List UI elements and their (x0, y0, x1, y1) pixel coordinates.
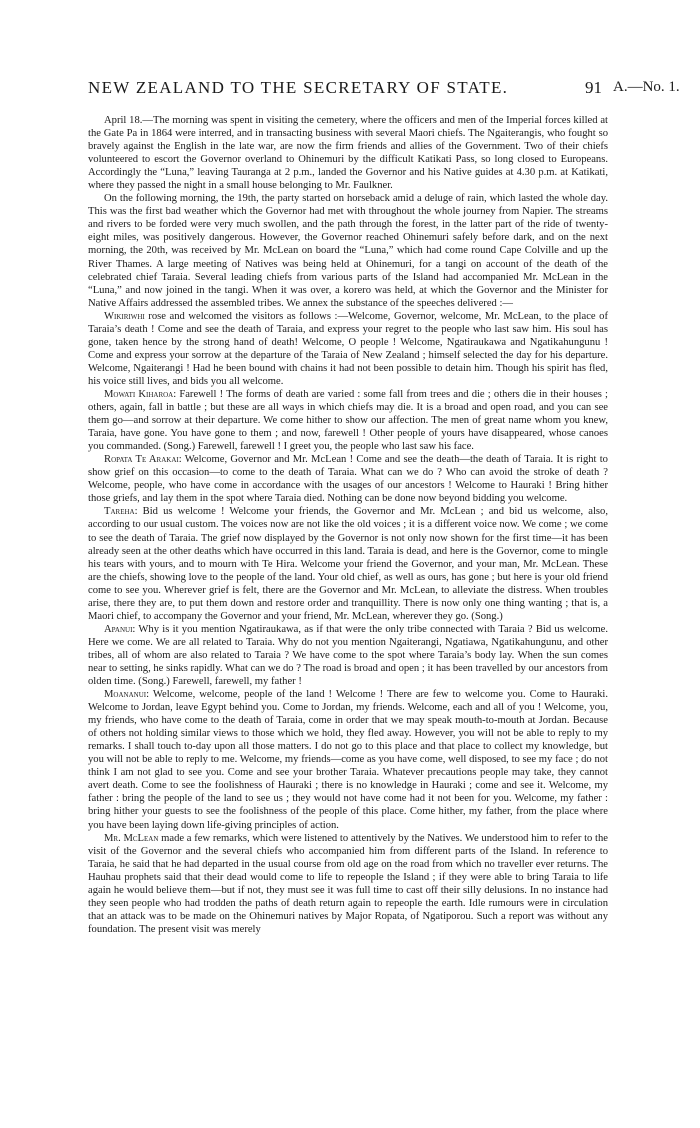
speech-paragraph: Mr. McLean made a few remarks, which were listened to attentively by the Natives. We understood him to refer to the visit of the Governor and the several chiefs who accompanied him from different parts of the Island. In reference to Taraia, he said that he had departed in the usual course from old age on the road from which no traveller ever returns. The Hauhau prophets said that their dead would come to life to repeople the Island ; if they were able to bring Taraia to life again he would believe them—but if not, they must see it was full time to cast off their silly delusions. In no instance had they seen people who had trodden the paths of death return again to repeople the earth. Idle rumours were in circulation that an attack was to be made on the Ohinemuri natives by Major Ropata, of Ngatiporou. Such a report was without any foundation. The present visit was merely (88, 832, 608, 935)
paragraph: April 18.—The morning was spent in visiting the cemetery, where the officers and men of the Imperial forces killed at the Gate Pa in 1864 were interred, and in transacting business with several Maori chiefs. The Ngaiterangis, who fought so bravely against the English in the late war, are now the firm friends and allies of the Government. Two of their chiefs volunteered to escort the Governor overland to Ohinemuri by the difficult Katikati Pass, so long closed to Europeans. Accordingly the “Luna,” leaving Tauranga at 2 p.m., landed the Governor and his Native guides at 4.30 p.m. at Katikati, where they passed the night in a small house belonging to Mr. Faulkner. (88, 115, 608, 192)
page-number: 91 (585, 78, 602, 97)
running-title: NEW ZEALAND TO THE SECRETARY OF STATE. (88, 78, 509, 97)
speech-paragraph: Moananui: Welcome, welcome, people of the land ! Welcome ! There are few to welcome you. Come to Hauraki. Welcome to Jordan, leave Egypt behind you. Come to Jordan, my friends. Welcome, each and all of you ! Welcome, you, my friends, who have come to the death of Taraia, come in order that we may speak mouth-to-mouth at Jordan. Because of others not holding similar views to those which we hold, they fled away. However, you will not be able to reply to my remarks. I shall touch to-day upon all those matters. I do not go to this place and that place to collect my knowledge, but you will not be able to reply to me. Welcome, my friends—come as you have come, well disposed, to see my face ; do not think I am not glad to see you. Come and see your brother Taraia. Whatever precautions people may take, they cannot avert death. Come to see the foolishness of Hauraki ; there is no knowledge in Hauraki ; come and see it. Welcome, my father : bring the people of the land to see us ; they would not have come had it not been for you. Welcome, my father : bring hither your guests to see the foolishness of the people of this place. Come hither, my father, from the place where you have been laying down life-giving principles of action. (88, 689, 608, 831)
body-text (88, 114, 608, 936)
speaker-name: Mowati Kiharoa (104, 388, 174, 400)
speech-paragraph: Apanui: Why is it you mention Ngatiraukawa, as if that were the only tribe connected with Taraia ? Bid us welcome. Here we come. We are all related to Taraia. Why do not you mention Ngaiterangi, Ngatiawa, Ngatikahungunu, and other tribes, all of whom are also related to Taraia ? We have come to the spot where Taraia’s body lay. When the sun comes near to setting, he sinks rapidly. What can we do ? The road is broad and open ; it has been travelled by our ancestors from olden time. (Song.) Farewell, farewell, my father ! (88, 623, 608, 688)
speaker-name: Ropata Te Arakai (104, 454, 179, 466)
speaker-name: Moananui (104, 689, 147, 701)
document-reference: A.—No. 1. (613, 79, 680, 95)
speech-paragraph: Wikiriwhi rose and welcomed the visitors as follows :—Welcome, Governor, welcome, Mr. McLean, to the place of Taraia’s death ! Come and see the death of Taraia, and express your regret to the people who last saw him. His soul has gone, taken hence by the strong hand of death! Welcome, O people ! Welcome, Ngatiraukawa and Ngatikahungunu ! Come and express your sorrow at the departure of the Taraia of New Zealand ; himself selected the day for his departure. Welcome, Ngaiterangi ! Had he been bound with chains it had not been possible to detain him. Though his spirit has fled, his voice still lives, and bids you all welcome. (88, 310, 608, 387)
speaker-name: Apanui (104, 623, 133, 635)
speech-paragraph: Mowati Kiharoa: Farewell ! The forms of death are varied : some fall from trees and die ; others die in their houses ; others, again, fall in battle ; but these are all ways in which chiefs may die. It is a broad and open road, and you can see them go—and sorrow at their departure. We come hither to show our affection. The men of great name whom you knew, Taraia, have gone. You have gone to them ; and now, farewell ! Other people of yours have disappeared, whose canoes you commanded. (Song.) Farewell, farewell ! I greet you, the people who last saw his face. (88, 388, 608, 453)
page-header (88, 78, 688, 104)
speaker-name: Wikiriwhi (104, 310, 145, 322)
paragraph: On the following morning, the 19th, the party started on horseback amid a deluge of rain, which lasted the whole day. This was the first bad weather which the Governor had met with throughout the whole journey from Napier. The streams and rivers to be forded were very much swollen, and the path through the forest, in the latter part of the ride of twenty-eight miles, was positively dangerous. However, the Governor reached Ohinemuri safely before dark, and on the next morning, the 20th, was received by Mr. McLean on board the “Luna,” which had come round Cape Colville and up the River Thames. A large meeting of Natives was being held at Ohinemuri, for a tangi on account of the death of the celebrated chief Taraia. Several leading chiefs from various parts of the Island had accompanied Mr. McLean in the “Luna,” and now joined in the tangi. When it was over, a korero was held, at which the Governor and the Minister for Native Affairs addressed the assembled tribes. We annex the substance of the speeches delivered :— (88, 193, 608, 309)
speaker-name: Mr. McLean (104, 832, 159, 844)
speaker-name: Tareha (104, 506, 135, 518)
speech-paragraph: Ropata Te Arakai: Welcome, Governor and Mr. McLean ! Come and see the death—the death of Taraia. It is right to show grief on this occasion—to come to the death of Taraia. What can we do ? Who can avoid the stroke of death ? Welcome, people, who have come in accordance with the usages of our ancestors ! Welcome to Hauraki ! Bring hither those griefs, and lay them in the spot where Taraia died. Nothing can be done now beyond bidding you welcome. (88, 454, 608, 505)
speech-paragraph: Tareha: Bid us welcome ! Welcome your friends, the Governor and Mr. McLean ; and bid us welcome, also, according to our usual custom. The voices now are not like the old voices ; it is a different voice now. We come ; we come to see the death of Taraia. The grief now displayed by the Governor is not only now shown for the first time—it has been already seen at the other deaths which have occurred in this land. Taraia is dead, and here is the Governor, come to mingle his tears with yours, and to mourn with Te Hira. Welcome your friend the Governor, and your man, Mr. McLean. These are the chiefs, showing love to the people of the land. Your old chief, as well as ours, has gone ; but here is your old friend come to see you. Wherever grief is felt, there are the Governor and Mr. McLean, to alleviate the distress. When troubles arise, there they are, to put them down and restore order and tranquillity. There is now only one thing wanting ; that is, a Maori chief, to accompany the Governor and your friend, Mr. McLean, wherever they go. (Song.) (88, 506, 608, 622)
